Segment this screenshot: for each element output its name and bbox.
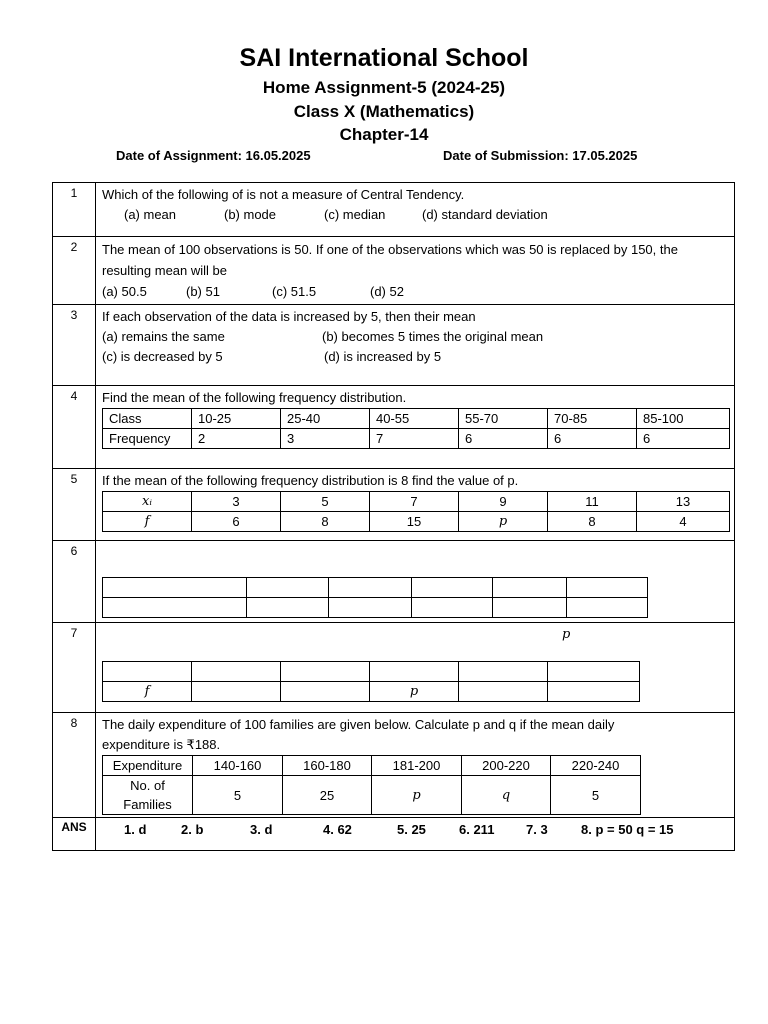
answer-item: 2. b (181, 822, 204, 837)
question-text: The daily expenditure of 100 families are given below. Calculate p and q if the mean daily expenditure is ₹188. (102, 717, 615, 752)
table-cell: 181-200 (372, 756, 462, 776)
table-row (103, 409, 730, 429)
table-cell: 25-40 (281, 409, 370, 429)
options (102, 205, 728, 225)
table-cell: Expenditure (103, 756, 193, 776)
answers-label: ANS (53, 818, 96, 851)
table-cell: 25 (283, 776, 372, 815)
question-body (96, 541, 735, 623)
table-cell: 6 (637, 429, 730, 449)
frequency-table (102, 408, 730, 449)
table-cell: 9 (459, 492, 548, 512)
table-row (103, 429, 730, 449)
question-row-5 (53, 469, 735, 541)
question-row-8 (53, 713, 735, 818)
question-number: 2 (53, 237, 96, 305)
table-cell: Frequency (103, 429, 192, 449)
question-body (96, 713, 735, 818)
question-row-6 (53, 541, 735, 623)
question-row-4 (53, 386, 735, 469)
table-cell: 6 (548, 429, 637, 449)
question-body (96, 469, 735, 541)
option-a: (a) remains the same (102, 329, 225, 344)
option-a: (a) mean (124, 207, 177, 222)
question-number: 7 (53, 623, 96, 713)
table-cell: 4 (637, 512, 730, 532)
options (102, 327, 728, 347)
answer-item: 4. 62 (323, 822, 352, 837)
table-cell: 5 (551, 776, 641, 815)
frequency-table (102, 491, 730, 532)
chapter-title: Chapter-14 (339, 125, 429, 144)
options (102, 347, 728, 367)
table-cell: 7 (370, 429, 459, 449)
table-cell: 10-25 (192, 409, 281, 429)
question-row-3 (53, 305, 735, 386)
table-cell: 8 (281, 512, 370, 532)
date-of-submission: Date of Submission: 17.05.2025 (443, 148, 638, 163)
table-cell: 3 (192, 492, 281, 512)
question-number: 6 (53, 541, 96, 623)
question-body (96, 183, 735, 237)
answer-item: 1. d (124, 822, 147, 837)
table-cell: p (370, 682, 459, 702)
table-cell: 40-55 (370, 409, 459, 429)
option-a: (a) 50.5 (102, 284, 147, 299)
option-c: (c) 51.5 (272, 284, 317, 299)
option-c: (c) median (324, 207, 386, 222)
table-row (103, 578, 648, 598)
table-cell: 7 (370, 492, 459, 512)
question-number: 3 (53, 305, 96, 386)
option-b: (b) mode (224, 207, 277, 222)
option-b: (b) becomes 5 times the original mean (322, 329, 544, 344)
table-row (103, 776, 641, 815)
option-d: (d) standard deviation (422, 207, 548, 222)
table-cell: 160-180 (283, 756, 372, 776)
answer-item: 3. d (250, 822, 273, 837)
table-cell: 6 (459, 429, 548, 449)
table-cell: No. of Families (103, 776, 193, 815)
question-text: If the mean of the following frequency distribution is 8 find the value of p. (102, 473, 519, 488)
question-number: 1 (53, 183, 96, 237)
table-row (103, 598, 648, 618)
table-cell: p (372, 776, 462, 815)
options (102, 281, 728, 302)
table-cell: 3 (281, 429, 370, 449)
frequency-table (102, 661, 640, 702)
assignment-title: Home Assignment-5 (2024-25) (262, 78, 506, 97)
table-cell: 55-70 (459, 409, 548, 429)
table-cell: 5 (281, 492, 370, 512)
question-number: 5 (53, 469, 96, 541)
question-body (96, 305, 735, 386)
questions-table (52, 182, 735, 851)
class-title: Class X (Mathematics) (293, 102, 475, 121)
question-row-7 (53, 623, 735, 713)
answer-item: 6. 211 (459, 822, 495, 837)
question-text: The mean of 100 observations is 50. If one of the observations which was 50 is replaced by 150, the resulting mean will be (102, 242, 678, 278)
table-cell: 70-85 (548, 409, 637, 429)
table-cell: q (462, 776, 551, 815)
option-d: (d) is increased by 5 (324, 349, 442, 364)
table-cell: 200-220 (462, 756, 551, 776)
question-body (96, 386, 735, 469)
question-number: 4 (53, 386, 96, 469)
question-row-2 (53, 237, 735, 305)
blank-table (102, 577, 648, 618)
question-text: Find the mean of the following frequency distribution. (102, 390, 407, 405)
date-of-assignment: Date of Assignment: 16.05.2025 (116, 148, 311, 163)
table-row (103, 662, 640, 682)
question-number: 8 (53, 713, 96, 818)
table-row (103, 756, 641, 776)
table-cell: p (459, 512, 548, 532)
answer-item: 7. 3 (526, 822, 548, 837)
school-name: SAI International School (239, 44, 529, 72)
answer-item: 5. 25 (397, 822, 426, 837)
table-cell: 13 (637, 492, 730, 512)
table-row (103, 682, 640, 702)
table-cell: Class (103, 409, 192, 429)
answers-row (53, 818, 735, 851)
table-cell: 140-160 (193, 756, 283, 776)
option-d: (d) 52 (370, 284, 404, 299)
table-row (103, 512, 730, 532)
table-cell: 2 (192, 429, 281, 449)
table-cell: 6 (192, 512, 281, 532)
question-body (96, 237, 735, 305)
table-row (103, 492, 730, 512)
question-body (96, 623, 735, 713)
question-text: If each observation of the data is increased by 5, then their mean (102, 309, 476, 324)
table-cell: f (103, 512, 192, 532)
answers-list (96, 818, 735, 851)
table-cell: 8 (548, 512, 637, 532)
table-cell: 11 (548, 492, 637, 512)
expenditure-table (102, 755, 641, 815)
table-cell: xᵢ (103, 492, 192, 512)
p-label: p (562, 627, 571, 642)
table-cell: 85-100 (637, 409, 730, 429)
option-b: (b) 51 (186, 284, 220, 299)
answer-item: 8. p = 50 q = 15 (581, 822, 674, 837)
option-c: (c) is decreased by 5 (102, 349, 223, 364)
table-cell: f (103, 682, 192, 702)
question-row-1 (53, 183, 735, 237)
table-cell: 5 (193, 776, 283, 815)
table-cell: 15 (370, 512, 459, 532)
table-cell: 220-240 (551, 756, 641, 776)
question-text: Which of the following of is not a measure of Central Tendency. (102, 187, 465, 202)
